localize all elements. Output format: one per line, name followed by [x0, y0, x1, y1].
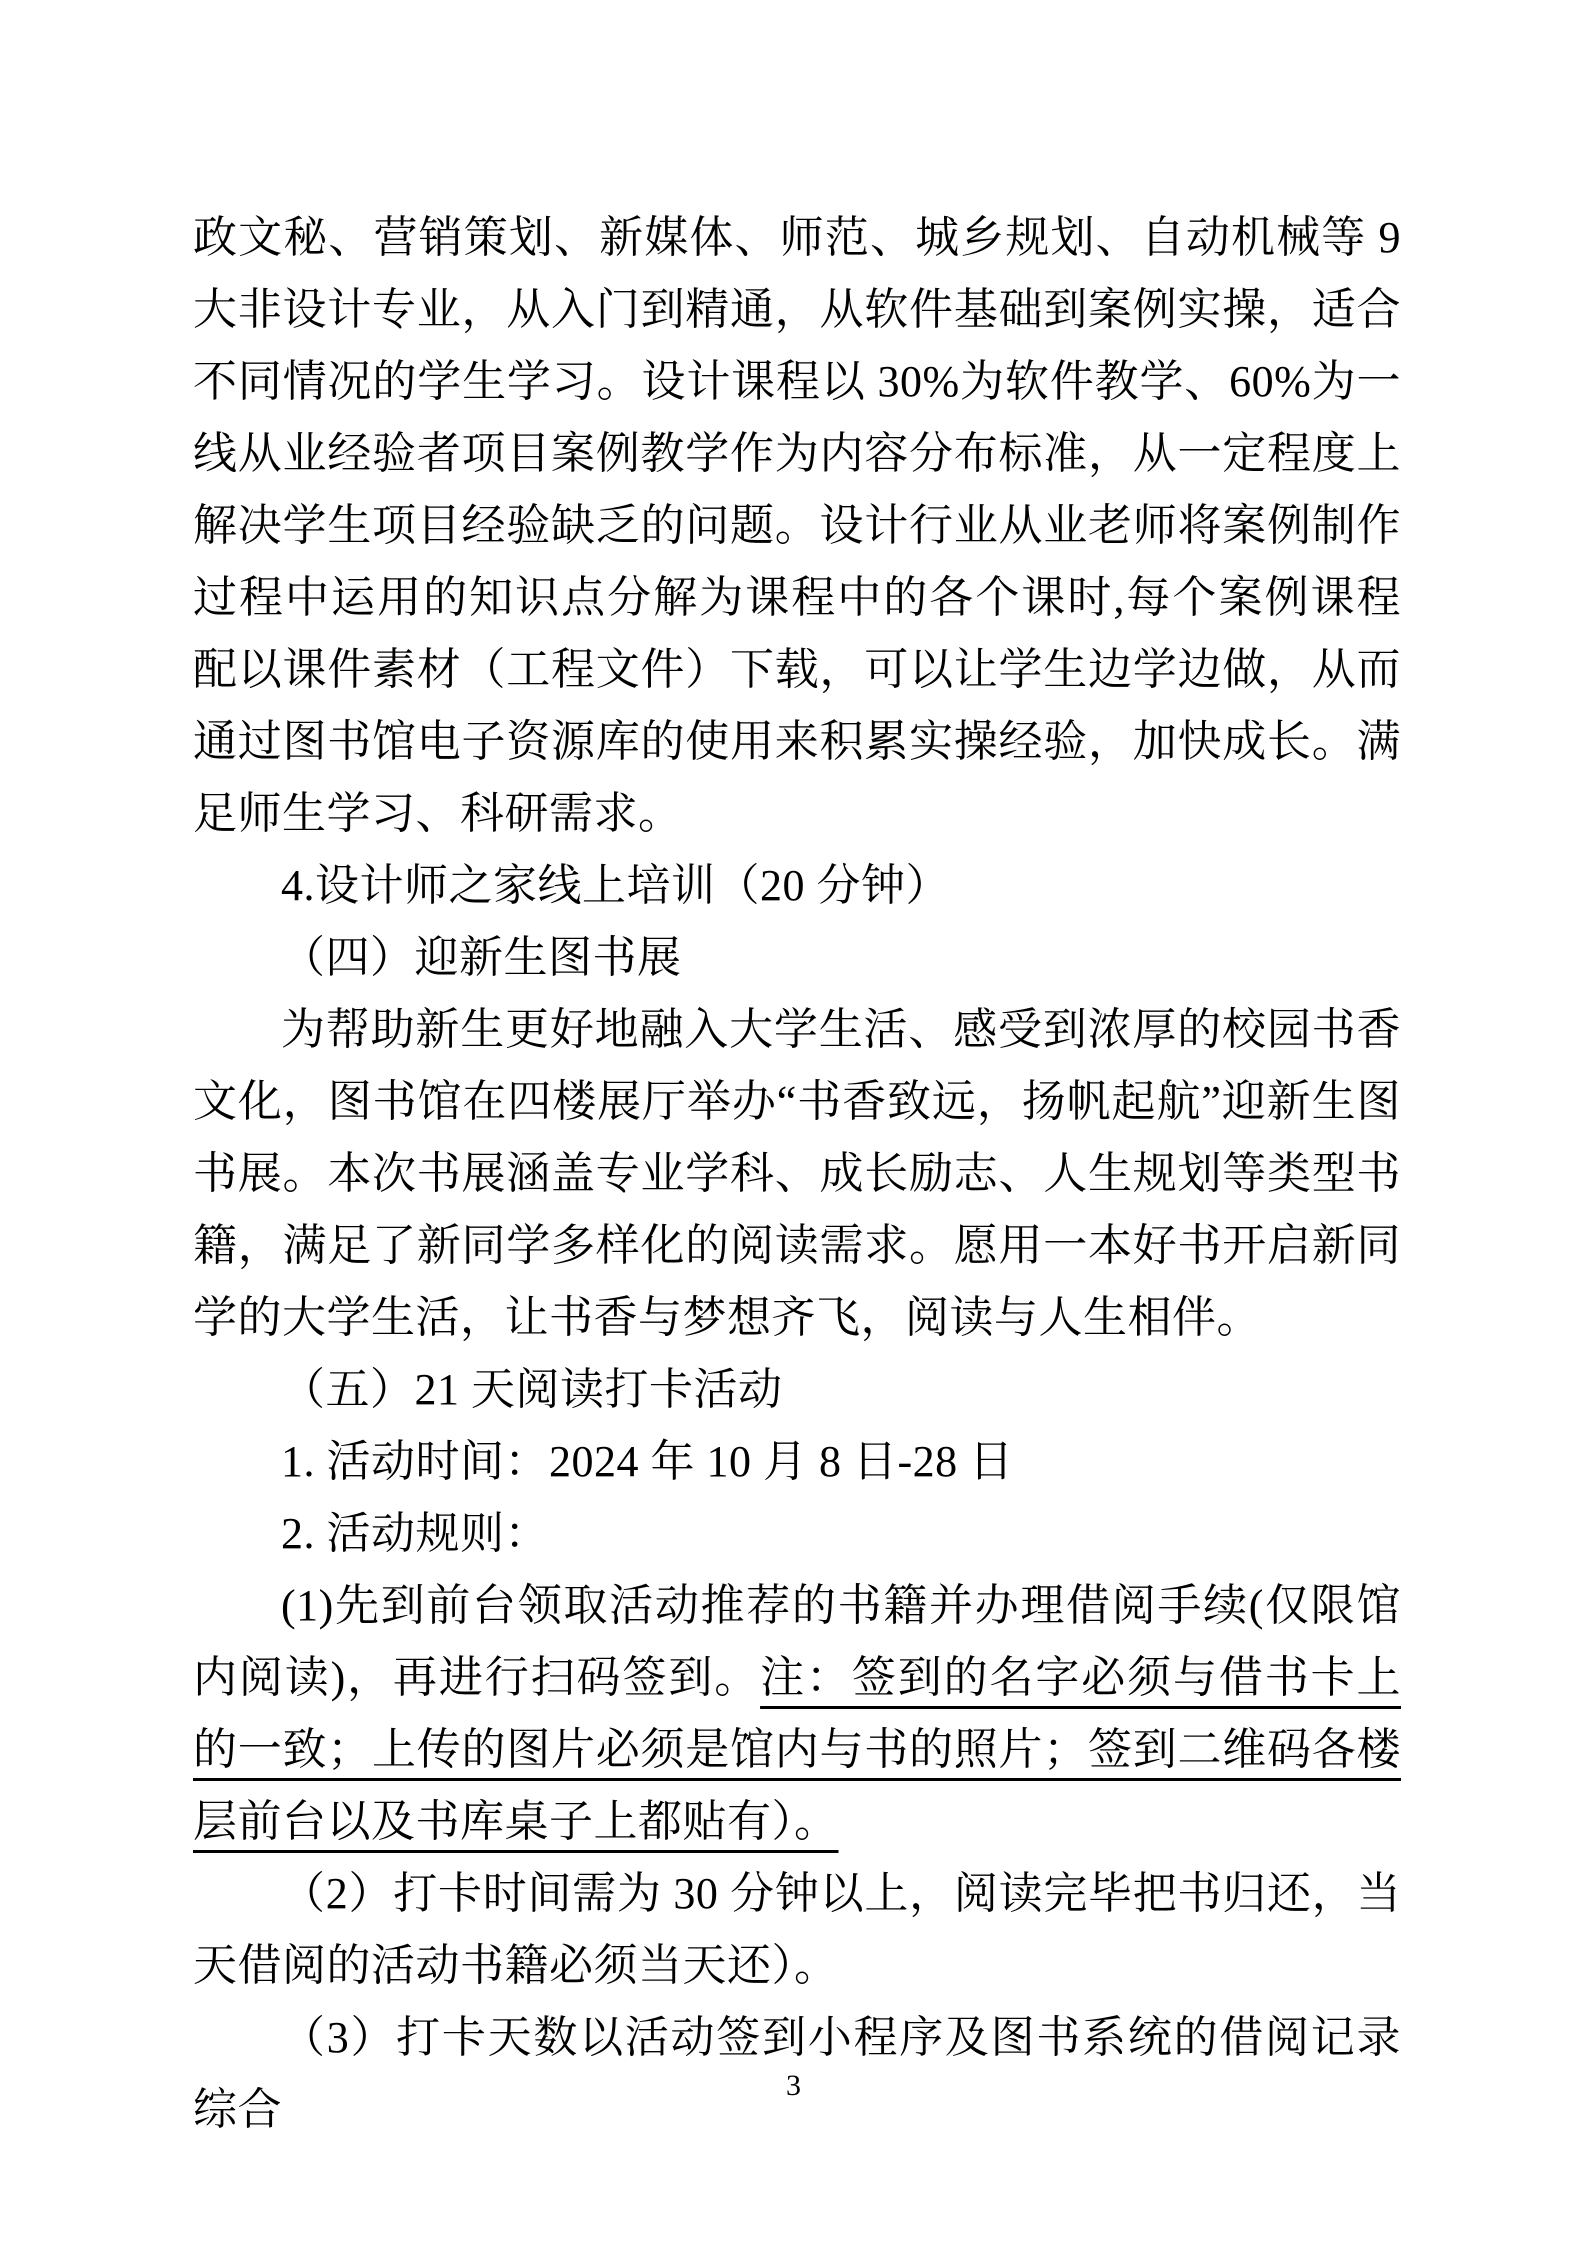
list-item-rule-2: （2）打卡时间需为 30 分钟以上，阅读完毕把书归还，当天借阅的活动书籍必须当天还）。: [193, 1869, 1401, 1990]
list-item-designer-home-training: 4.设计师之家线上培训（20 分钟）: [281, 861, 950, 910]
page-body-text: [193, 202, 1401, 2146]
heading-section-four-new-student-book-fair: （四）迎新生图书展: [281, 933, 682, 982]
paragraph-book-fair-description: 为帮助新生更好地融入大学生活、感受到浓厚的校园书香文化，图书馆在四楼展厅举办“书香致远，扬帆起航”迎新生图书展。本次书展涵盖专业学科、成长励志、人生规划等类型书籍，满足了新同学多样化的阅读需求。愿用一本好书开启新同学的大学生活，让书香与梦想齐飞，阅读与人生相伴。: [193, 1005, 1401, 1342]
page-number: 3: [786, 2069, 801, 2102]
rule-1-underlined-note: 注：签到的名字必须与借书卡上的一致；上传的图片必须是馆内与书的照片；签到二维码各楼层前台以及书库桌子上都贴有）。: [193, 1653, 1401, 1846]
heading-section-five-21day-reading-checkin: （五）21 天阅读打卡活动: [281, 1365, 783, 1414]
list-item-activity-time: 1. 活动时间：2024 年 10 月 8 日-28 日: [281, 1437, 1014, 1486]
rule-1-text: (1)先到前台领取活动推荐的书籍并办理借阅手续(仅限馆内阅读)，再进行扫码签到。: [193, 1581, 1401, 1702]
list-item-rule-1: [193, 1570, 1401, 1858]
list-item-activity-rules: 2. 活动规则：: [281, 1509, 549, 1558]
paragraph-course-intro-continuation: 政文秘、营销策划、新媒体、师范、城乡规划、自动机械等 9 大非设计专业，从入门到精通，从软件基础到案例实操，适合不同情况的学生学习。设计课程以 30%为软件教学、60%为一线从业经验者项目案例教学作为内容分布标准，从一定程度上解决学生项目经验缺乏的问题。设计行业从业老师将案例制作过程中运用的知识点分解为课程中的各个课时,每个案例课程配以课件素材（工程文件）下载，可以让学生边学边做，从而通过图书馆电子资源库的使用来积累实操经验，加快成长。满足师生学习、科研需求。: [193, 213, 1401, 838]
list-item-rule-3: （3）打卡天数以活动签到小程序及图书系统的借阅记录综合: [193, 2013, 1401, 2134]
